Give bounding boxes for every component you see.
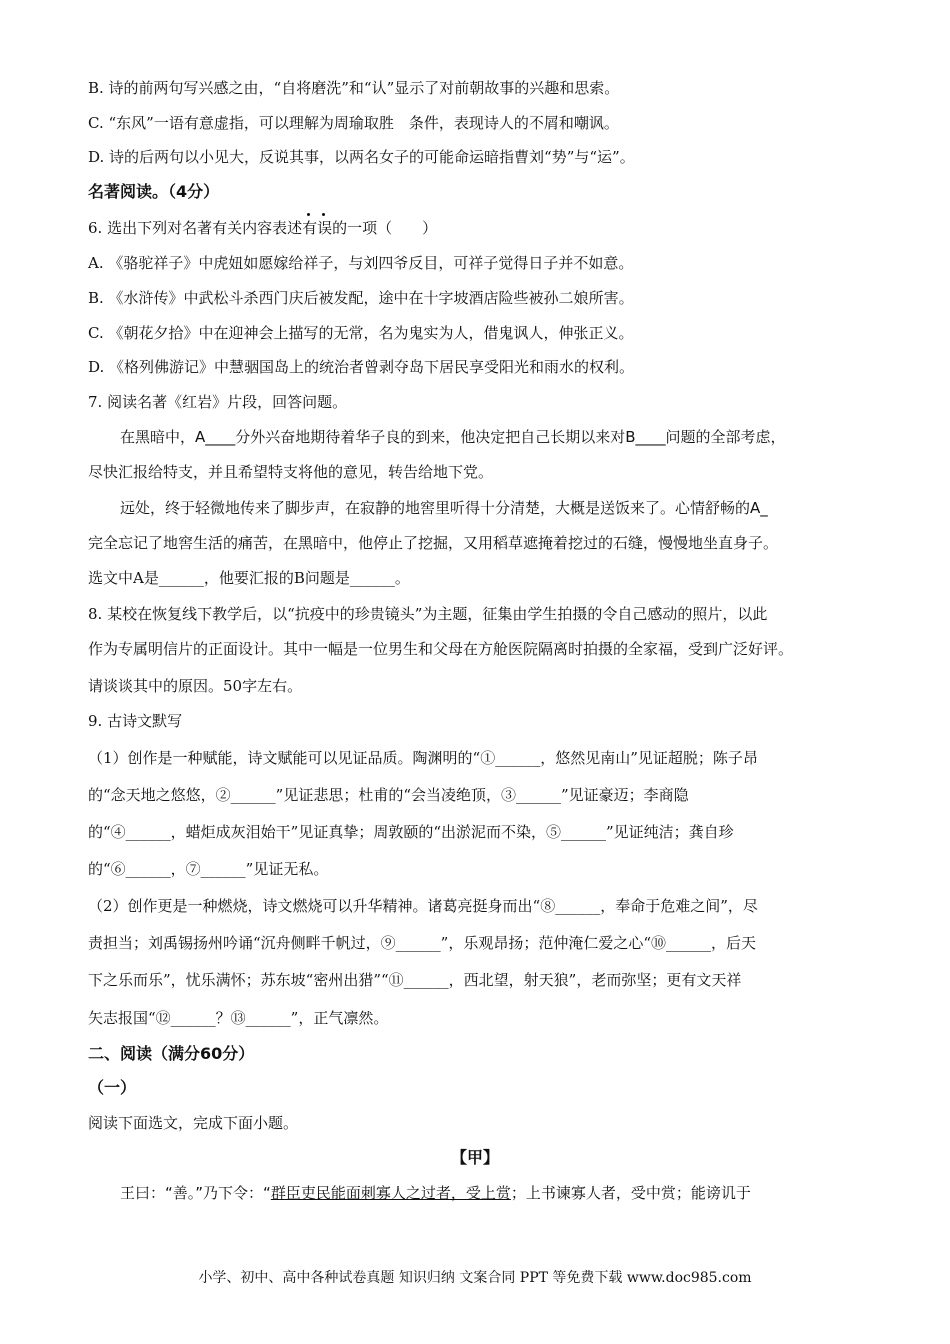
question-9-part1-line: 的“念天地之悠悠，②______”见证悲思；杜甫的“会当凌绝顶，③______”见证豪迈；李商隐 <box>88 786 689 804</box>
question-6-option-c: C. 《朝花夕拾》中在迎神会上描写的无常，名为鬼实为人，借鬼讽人，伸张正义。 <box>88 324 634 342</box>
section-heading-classics: 名著阅读。（4分） <box>88 182 220 201</box>
question-7-passage-line: 远处，终于轻微地传来了脚步声，在寂静的地窖里听得十分清楚，大概是送饭来了。心情舒畅的A_ <box>120 499 768 517</box>
reading-intro: 阅读下面选文，完成下面小题。 <box>88 1114 299 1132</box>
question-9-part2-line: 下之乐而乐”，忧乐满怀；苏东坡“密州出猎”“⑪______，西北望，射天狼”，老而弥坚；更有文天祥 <box>88 971 742 989</box>
emphasis-dot <box>322 213 325 216</box>
passage-jia-underlined: 群臣吏民能面刺寡人之过者，受上赏 <box>270 1184 511 1202</box>
question-7: 7. 阅读名著《红岩》片段，回答问题。 <box>88 393 348 411</box>
section-heading-reading: 二、阅读（满分60分） <box>88 1044 255 1063</box>
subsection-heading: （一） <box>88 1078 137 1097</box>
emphasis-dot <box>307 213 310 216</box>
passage-jia-text: ；上书谏寡人者，受中赏；能谤讥于 <box>510 1184 751 1202</box>
question-8-line: 请谈谈其中的原因。50字左右。 <box>88 677 303 695</box>
question-9-part2-line: 矢志报国“⑫______？⑬______”，正气凛然。 <box>88 1009 389 1027</box>
question-6-emphasis: 有误 <box>302 219 332 237</box>
question-6-option-a: A. 《骆驼祥子》中虎妞如愿嫁给祥子，与刘四爷反目，可祥子觉得日子并不如意。 <box>88 254 634 272</box>
question-7-passage-line: 完全忘记了地窖生活的痛苦，在黑暗中，他停止了挖掘，又用稻草遮掩着挖过的石缝，慢慢地坐直身子。 <box>88 534 779 552</box>
page-footer: 小学、初中、高中各种试卷真题 知识归纳 文案合同 PPT 等免费下载 www.doc985.com <box>198 1270 752 1286</box>
question-8-line: 8. 某校在恢复线下教学后，以“抗疫中的珍贵镜头”为主题，征集由学生拍摄的令自己感动的照片，以此 <box>88 605 768 623</box>
question-6-prefix: 6. 选出下列对名著有关内容表述 <box>88 219 303 237</box>
passage-jia-line <box>120 1183 751 1203</box>
question-7-passage-line: 尽快汇报给特支，并且希望特支将他的意见，转告给地下党。 <box>88 463 494 481</box>
question-6-suffix: 的一项（ ） <box>332 219 438 237</box>
question-8-line: 作为专属明信片的正面设计。其中一幅是一位男生和父母在方舱医院隔离时拍摄的全家福，受到广泛好评。 <box>88 640 794 658</box>
question-9: 9. 古诗文默写 <box>88 712 183 730</box>
option-c-poem: C. “东风”一语有意虚指，可以理解为周瑜取胜 条件，表现诗人的不屑和嘲讽。 <box>88 114 619 132</box>
question-6-option-d: D. 《格列佛游记》中慧骃国岛上的统治者曾剥夺岛下居民享受阳光和雨水的权利。 <box>88 358 635 376</box>
option-b-poem: B. 诗的前两句写兴感之由，“自将磨洗”和“认”显示了对前朝故事的兴趣和思索。 <box>88 79 620 97</box>
passage-label-jia: 【甲】 <box>450 1148 499 1167</box>
question-6 <box>88 218 437 238</box>
option-d-poem: D. 诗的后两句以小见大，反说其事，以两名女子的可能命运暗指曹刘“势”与“运”。 <box>88 148 635 166</box>
passage-jia-text: 王曰：“善。”乃下令：“ <box>120 1184 271 1202</box>
question-9-part2-line: 责担当；刘禹锡扬州吟诵“沉舟侧畔千帆过，⑨______”，乐观昂扬；范仲淹仁爱之心“⑩______，后天 <box>88 934 757 952</box>
question-7-ask: 选文中A是______，他要汇报的B问题是______。 <box>88 569 410 587</box>
question-7-passage-line: 在黑暗中，A____分外兴奋地期待着华子良的到来，他决定把自己长期以来对B____问题的全部考虑， <box>120 428 786 446</box>
question-9-part1-line: 的“④______，蜡炬成灰泪始干”见证真挚；周敦颐的“出淤泥而不染，⑤______”见证纯洁；龚自珍 <box>88 823 734 841</box>
question-6-option-b: B. 《水浒传》中武松斗杀西门庆后被发配，途中在十字坡酒店险些被孙二娘所害。 <box>88 289 634 307</box>
question-9-part1-line: 的“⑥______，⑦______”见证无私。 <box>88 860 329 878</box>
question-9-part1-line: （1）创作是一种赋能，诗文赋能可以见证品质。陶渊明的“①______，悠然见南山”见证超脱；陈子昂 <box>88 749 758 767</box>
question-9-part2-line: （2）创作更是一种燃烧，诗文燃烧可以升华精神。诸葛亮挺身而出“⑧______，奉命于危难之间”，尽 <box>88 897 758 915</box>
